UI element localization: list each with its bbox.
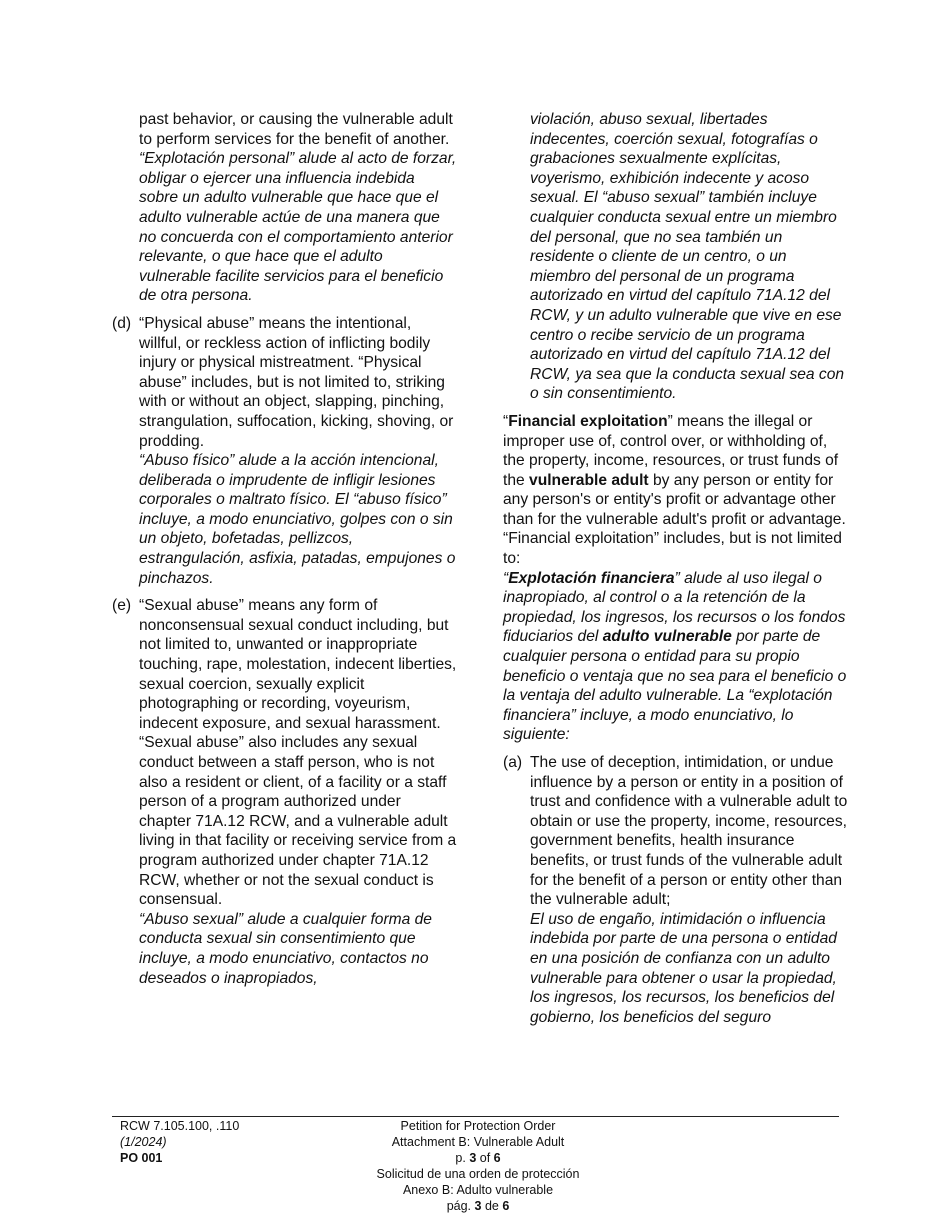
sexual-abuse-en: “Sexual abuse” means any form of nonconsensual sexual conduct including, but not limited to, unwanted or inappropriate touching, rape, molestation, indecent liberties, sexual coercion, sexually explicit photographing or recording, voyeurism, indecent exposure, and sexual harassment. “Sexual abuse” also includes any sexual conduct between a staff person, who is not also a resident or client, of a facility or a staff person of a program authorized under chapter 71A.12 RCW, and a vulnerable adult living in that facility or receiving service from a program authorized under chapter 71A.12 RCW, whether or not the sexual conduct is consensual. — [139, 597, 457, 909]
right-column — [503, 110, 848, 1027]
footer-page-en: p. 3 of 6 — [455, 1151, 501, 1165]
item-marker-e: (e) — [112, 597, 132, 615]
footer-title-es: Solicitud de una orden de protección — [376, 1167, 580, 1181]
financial-item-a-es: El uso de engaño, intimidación o influencia indebida por parte de una persona o entidad en una posición de confianza con un adulto vulnerable para obtener o usar la propiedad, los ingresos, los recursos, los beneficios del gobierno, los beneficios del seguro — [530, 910, 837, 1026]
sexual-abuse-item — [112, 596, 457, 988]
footer-form-info — [120, 1118, 239, 1166]
financial-exploitation-term: Financial exploitation — [508, 412, 668, 430]
financial-item-a-en: The use of deception, intimidation, or undue influence by a person or entity in a position of trust and confidence with a vulnerable adult to obtain or use the property, income, resources, government benefits, health insurance benefits, or trust funds of the vulnerable adult for the benefit of a person or entity other than the vulnerable adult; — [530, 754, 848, 909]
footer-page-es: pág. 3 de 6 — [446, 1199, 510, 1213]
financial-exploitation-es: “Explotación financiera” alude al uso ilegal o inapropiado, al control o a la retención de la propiedad, los ingresos, los recursos o los fondos fiduciarios del adulto vulnerable por parte de cualquier persona o entidad para su propio beneficio o ventaja que no sea para el beneficio o la ventaja del adulto vulnerable. La “explotación financiera” incluye, a modo enunciativo, lo siguiente: — [503, 569, 847, 744]
financial-exploitation-en: “Financial exploitation” means the illegal or improper use of, control over, or withholding of, the property, income, resources, or trust funds of the vulnerable adult by any person or entity for any person's or entity's profit or advantage other than for the vulnerable adult's profit or advantage. “Financial exploitation” includes, but is not limited to: — [503, 412, 846, 568]
footer-form-title — [340, 1118, 616, 1214]
item-marker-a: (a) — [503, 754, 523, 771]
financial-item-a — [503, 753, 848, 1027]
personal-exploitation-continued-en: past behavior, or causing the vulnerable adult to perform services for the benefit of another. — [139, 111, 453, 148]
vulnerable-adult-term: vulnerable adult — [529, 471, 649, 489]
physical-abuse-item — [112, 314, 457, 588]
physical-abuse-es: “Abuso físico” alude a la acción intencional, deliberada o imprudente de infligir lesiones corporales o maltrato físico. El “abuso físico” incluye, a modo enunciativo, golpes con o sin un objeto, bofetadas, pellizcos, estrangulación, asfixia, patadas, empujones o pinchazos. — [139, 452, 456, 587]
adulto-vulnerable-term: adulto vulnerable — [602, 628, 732, 646]
physical-abuse-en: “Physical abuse” means the intentional, willful, or reckless action of inflicting bodily injury or physical mistreatment. “Physical abuse” includes, but is not limited to, striking with or without an object, slapping, pinching, strangulation, suffocation, kicking, shoving, or prodding. — [139, 314, 454, 450]
left-column — [112, 110, 457, 988]
sexual-abuse-es-continued: violación, abuso sexual, libertades indecentes, coerción sexual, fotografías o grabaciones sexualmente explícitas, voyerismo, exhibición indecente y acoso sexual. El “abuso sexual” también incluye cualquier conducta sexual entre un miembro del personal, que no sea también un residente o cliente de un centro, o un miembro del personal de un programa autorizado en virtud del capítulo 71A.12 del RCW, y un adulto vulnerable que vive en ese centro o recibe servicio de un programa autorizado en virtud del capítulo 71A.12 del RCW, ya sea que la conducta sexual sea con o sin consentimiento. — [530, 111, 845, 403]
footer-attachment-en: Attachment B: Vulnerable Adult — [391, 1135, 565, 1149]
footer-revision-date: (1/2024) — [120, 1135, 167, 1149]
item-marker-d: (d) — [112, 314, 132, 332]
footer-form-number: PO 001 — [120, 1151, 163, 1165]
footer-title-en: Petition for Protection Order — [400, 1119, 556, 1133]
explotacion-financiera-term: Explotación financiera — [508, 569, 675, 587]
footer-rcw: RCW 7.105.100, .110 — [120, 1119, 240, 1133]
footer-divider — [112, 1116, 839, 1117]
personal-exploitation-es: “Explotación personal” alude al acto de forzar, obligar o ejercer una influencia indebida sobre un adulto vulnerable que hace que el adulto vulnerable actúe de una manera que no concuerda con el comportamiento anterior relevante, o que hace que el adulto vulnerable facilite servicios para el beneficio de otra persona. — [139, 150, 457, 305]
sexual-abuse-es: “Abuso sexual” alude a cualquier forma de conducta sexual sin consentimiento que incluye, a modo enunciativo, contactos no deseados o inapropiados, — [139, 910, 432, 987]
footer-attachment-es: Anexo B: Adulto vulnerable — [402, 1183, 554, 1197]
